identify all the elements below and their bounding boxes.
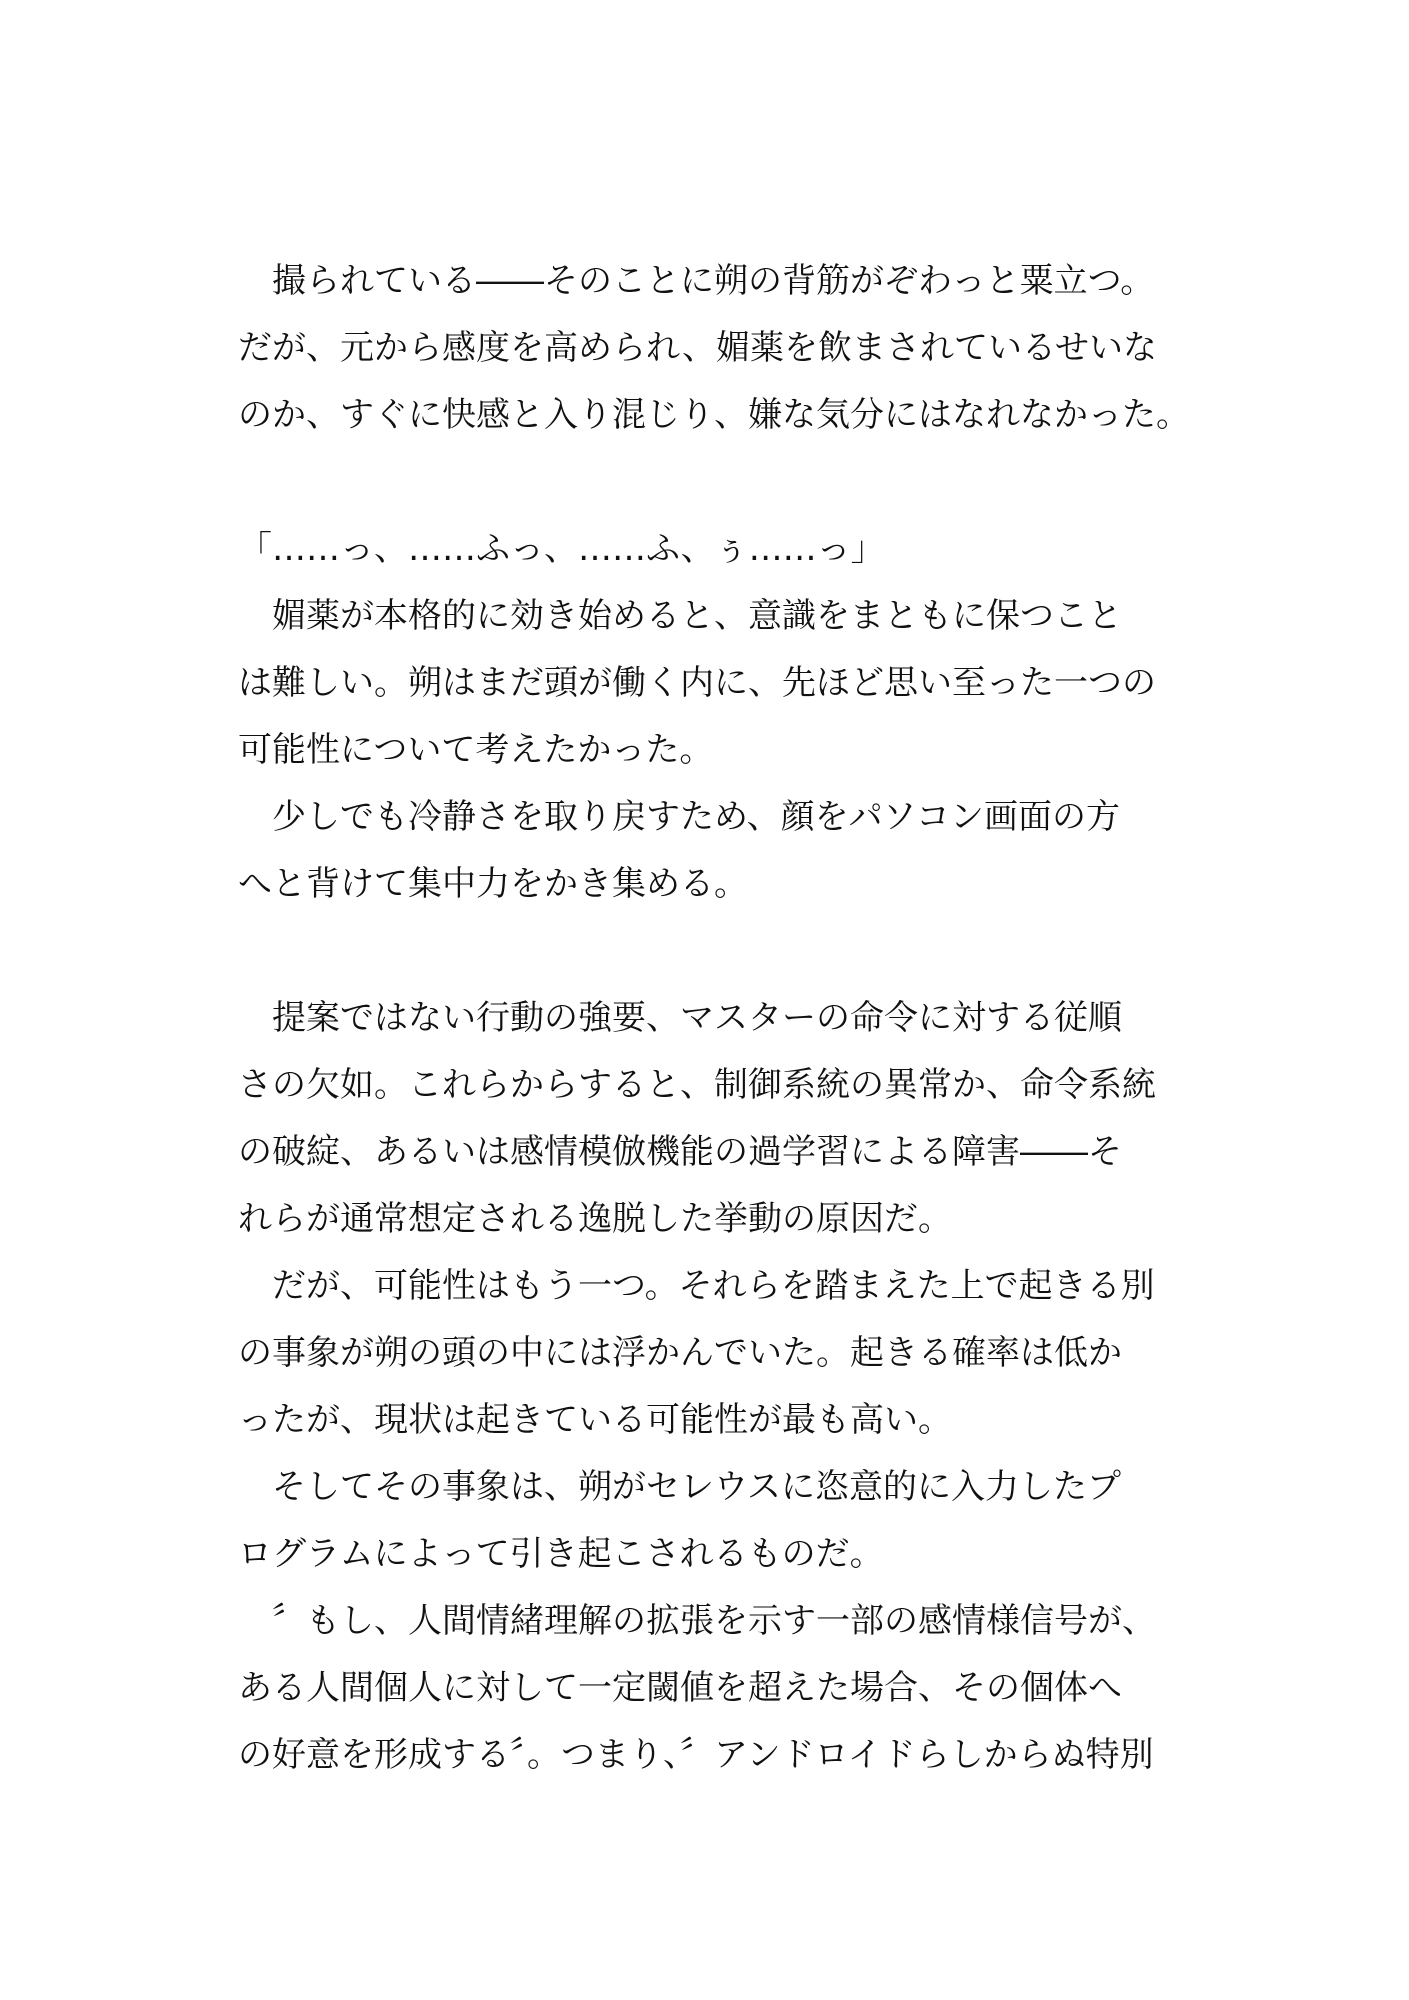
text-line: は難しい。朔はまだ頭が働く内に、先ほど思い至った一つの xyxy=(238,663,1156,703)
text-line: 可能性について考えたかった。 xyxy=(238,730,714,770)
blank-line xyxy=(238,918,1178,985)
text-line: れらが通常想定される逸脱した挙動の原因だ。 xyxy=(238,1199,952,1239)
text-line: ったが、現状は起きている可能性が最も高い。 xyxy=(238,1400,952,1440)
blank-line xyxy=(238,449,1178,516)
text-line: そしてその事象は、朔がセレウスに恣意的に入力したプ xyxy=(238,1467,1121,1507)
text-line: の破綻、あるいは感情模倣機能の過学習による障害――そ xyxy=(238,1132,1122,1172)
text-line: だが、元から感度を高められ、媚薬を飲まされているせいな xyxy=(238,328,1158,368)
body-text xyxy=(238,248,1190,1789)
text-line: 撮られている――そのことに朔の背筋がぞわっと粟立つ。 xyxy=(238,261,1155,301)
text-line: さの欠如。これらからすると、制御系統の異常か、命令系統 xyxy=(238,1065,1156,1105)
text-line: の事象が朔の頭の中には浮かんでいた。起きる確率は低か xyxy=(238,1333,1122,1373)
text-line: ログラムによって引き起こされるものだ。 xyxy=(238,1534,884,1574)
text-line: 提案ではない行動の強要、マスターの命令に対する従順 xyxy=(238,998,1122,1038)
text-line: 「……っ、……ふっ、……ふ、ぅ……っ」 xyxy=(238,529,885,569)
text-line: 媚薬が本格的に効き始めると、意識をまともに保つこと xyxy=(238,596,1122,636)
text-line: 少しでも冷静さを取り戻すため、顔をパソコン画面の方 xyxy=(238,797,1120,837)
text-line: ある人間個人に対して一定閾値を超えた場合、その個体へ xyxy=(238,1668,1122,1708)
text-line: のか、すぐに快感と入り混じり、嫌な気分にはなれなかった。 xyxy=(238,395,1190,435)
text-line: の好意を形成する〞。つまり、〞アンドロイドらしからぬ特別 xyxy=(238,1735,1154,1775)
text-line: だが、可能性はもう一つ。それらを踏まえた上で起きる別 xyxy=(238,1266,1155,1306)
text-line: 〞もし、人間情緒理解の拡張を示す一部の感情様信号が、 xyxy=(238,1601,1156,1641)
text-line: へと背けて集中力をかき集める。 xyxy=(238,864,748,904)
